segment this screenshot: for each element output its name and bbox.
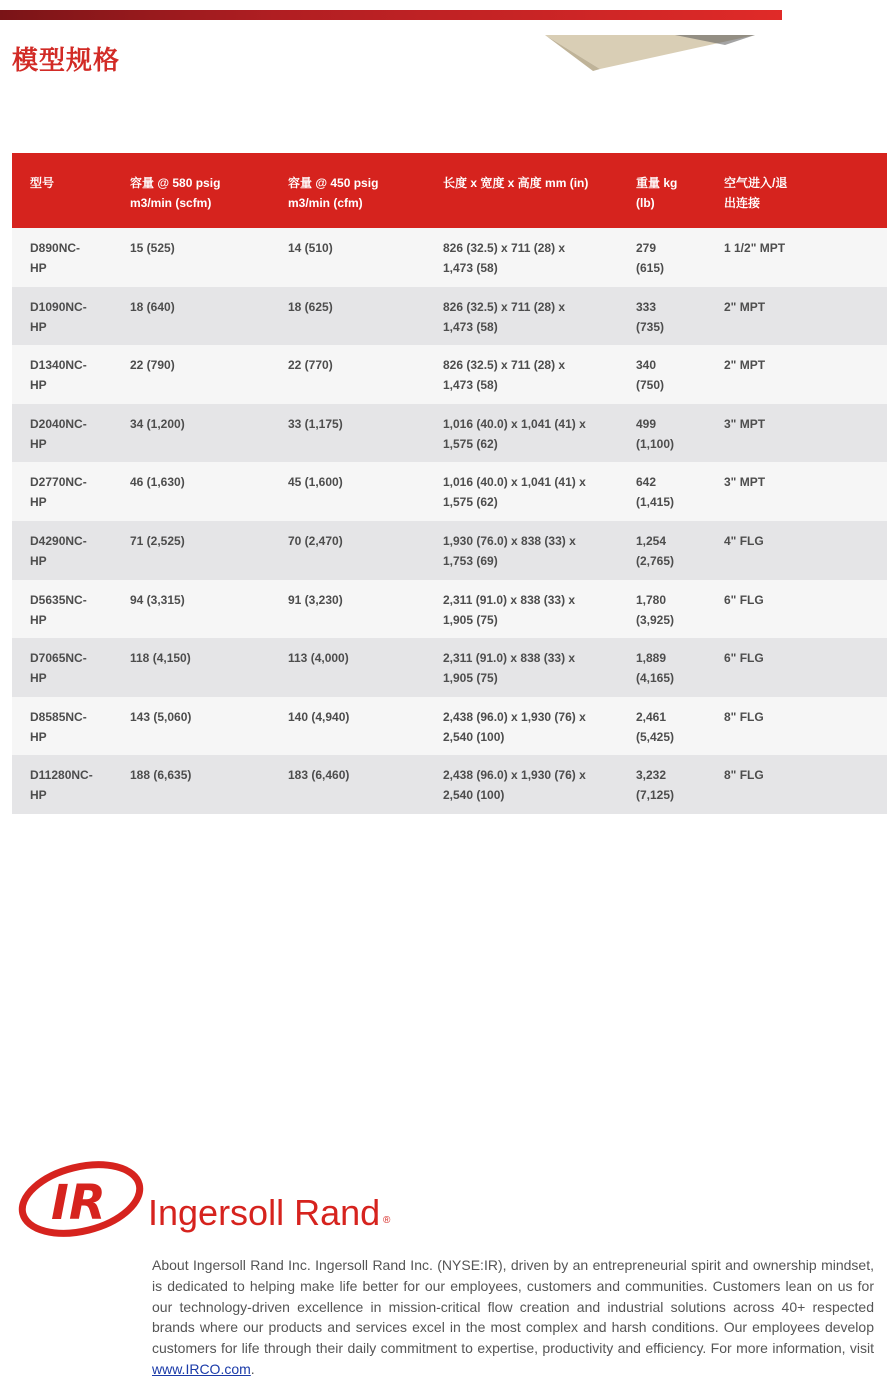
table-cell-line: D2040NC- — [30, 416, 87, 431]
table-cell-line: D11280NC- — [30, 768, 93, 783]
table-cell-line: 642 — [636, 475, 657, 490]
table-cell — [270, 580, 425, 639]
table-cell-line: D1340NC- — [30, 358, 87, 373]
table-cell — [706, 521, 887, 580]
table-cell-line: 71 (2,525) — [130, 533, 185, 548]
table-cell-line: HP — [30, 378, 47, 393]
table-cell-line: 15 (525) — [130, 241, 175, 255]
logo-mark: IR — [51, 1175, 106, 1231]
table-cell-line: 2,540 (100) — [443, 729, 505, 744]
about-trailing: . — [250, 1360, 255, 1377]
table-cell — [618, 521, 706, 580]
column-header — [425, 153, 618, 228]
column-header-line: 长度 x 宽度 x 高度 mm (in) — [443, 176, 589, 190]
table-cell-line: 1,473 (58) — [443, 378, 498, 393]
table-cell-line: 1,473 (58) — [443, 319, 498, 334]
table-cell-line: HP — [30, 495, 47, 510]
table-cell-line: HP — [30, 612, 47, 627]
table-cell-line: 34 (1,200) — [130, 416, 185, 431]
table-cell-line: 340 — [636, 358, 657, 373]
table-cell-line: 22 (770) — [288, 358, 333, 373]
table-cell-line: 70 (2,470) — [288, 533, 343, 548]
table-row — [12, 345, 887, 404]
table-cell-line: HP — [30, 729, 47, 744]
table-cell-line: 1 1/2" MPT — [724, 241, 786, 255]
table-cell-line: 91 (3,230) — [288, 592, 343, 607]
table-cell — [270, 638, 425, 697]
table-cell-line: 118 (4,150) — [130, 651, 191, 666]
table-cell — [112, 697, 270, 756]
table-cell-line: 2,540 (100) — [443, 788, 505, 803]
table-cell — [12, 228, 112, 287]
table-cell-line: 2" MPT — [724, 358, 766, 373]
table-cell-line: (7,125) — [636, 788, 675, 803]
table-cell — [425, 462, 618, 521]
column-header-line: 型号 — [30, 176, 55, 190]
table-cell — [425, 755, 618, 814]
table-cell-line: HP — [30, 788, 47, 803]
table-cell — [112, 755, 270, 814]
table-row — [12, 755, 887, 814]
table-cell-line: 1,889 — [636, 651, 667, 666]
table-cell-line: 2,438 (96.0) x 1,930 (76) x — [443, 709, 586, 724]
table-cell-line: HP — [30, 319, 47, 334]
table-row — [12, 228, 887, 287]
table-cell-line: (5,425) — [636, 729, 675, 744]
table-cell — [12, 462, 112, 521]
table-cell-line: 113 (4,000) — [288, 651, 349, 666]
table-cell — [618, 580, 706, 639]
table-cell — [270, 228, 425, 287]
table-cell-line: 183 (6,460) — [288, 768, 350, 783]
table-cell-line: 3" MPT — [724, 475, 766, 490]
table-row — [12, 287, 887, 346]
table-cell — [706, 404, 887, 463]
table-cell-line: 2,311 (91.0) x 838 (33) x — [443, 651, 576, 666]
spec-table-body — [12, 228, 887, 814]
spec-table — [12, 153, 887, 814]
column-header — [706, 153, 887, 228]
table-cell-line: 33 (1,175) — [288, 416, 343, 431]
table-cell — [706, 697, 887, 756]
table-cell-line: 8" FLG — [724, 768, 764, 783]
table-cell-line: 18 (625) — [288, 299, 333, 314]
table-cell-line: D7065NC- — [30, 651, 87, 666]
table-cell — [425, 404, 618, 463]
table-cell-line: HP — [30, 261, 47, 275]
table-cell-line: 8" FLG — [724, 709, 764, 724]
table-cell — [706, 345, 887, 404]
table-cell — [706, 287, 887, 346]
table-cell-line: (2,765) — [636, 553, 675, 568]
table-cell-line: 1,016 (40.0) x 1,041 (41) x — [443, 475, 586, 490]
table-cell-line: D1090NC- — [30, 299, 87, 314]
table-cell — [12, 404, 112, 463]
table-cell-line: (4,165) — [636, 671, 675, 686]
table-cell — [706, 228, 887, 287]
table-row — [12, 521, 887, 580]
table-cell-line: 826 (32.5) x 711 (28) x — [443, 358, 566, 373]
table-cell-line: (1,415) — [636, 495, 675, 510]
column-header-line: 重量 kg — [636, 176, 678, 190]
spec-table-header — [12, 153, 887, 228]
ingersoll-rand-logo — [18, 1155, 398, 1245]
table-cell — [12, 345, 112, 404]
column-header — [618, 153, 706, 228]
table-cell-line: 2" MPT — [724, 299, 766, 314]
logo-name: Ingersoll Rand — [148, 1192, 381, 1233]
column-header-line: 出连接 — [724, 196, 761, 210]
table-cell — [270, 755, 425, 814]
table-cell — [112, 345, 270, 404]
table-cell-line: 1,930 (76.0) x 838 (33) x — [443, 533, 576, 548]
table-cell-line: HP — [30, 553, 47, 568]
irco-link[interactable]: www.IRCO.com — [152, 1360, 251, 1377]
table-cell — [112, 521, 270, 580]
table-cell-line: 3" MPT — [724, 416, 766, 431]
table-cell — [270, 697, 425, 756]
logo-registered-mark: ® — [383, 1215, 391, 1226]
table-cell — [112, 462, 270, 521]
table-row — [12, 697, 887, 756]
table-cell-line: D5635NC- — [30, 592, 87, 607]
table-cell — [112, 228, 270, 287]
table-cell-line: (1,100) — [636, 436, 675, 451]
decorative-corner-graphic — [545, 35, 755, 71]
table-cell-line: 1,780 — [636, 592, 667, 607]
table-row — [12, 580, 887, 639]
column-header — [112, 153, 270, 228]
about-text: About Ingersoll Rand Inc. Ingersoll Rand Inc. (NYSE:IR), driven by an entrepreneurial spirit and ownership mindset, is dedicated to helping make life better for our employees, customers and communities. Customers lean on us for our technology-driven excellence in mission-critical flow creation and industrial solutions across 40+ respected brands where our products and services excel in the most complex and harsh conditions. Our employees develop customers for life through their daily commitment to expertise, productivity and efficiency. For more information, visit — [152, 1257, 874, 1357]
table-cell — [706, 755, 887, 814]
table-cell — [425, 287, 618, 346]
table-cell-line: D890NC- — [30, 241, 81, 255]
table-cell-line: 826 (32.5) x 711 (28) x — [443, 241, 566, 255]
top-accent-bar — [0, 10, 782, 20]
table-cell — [270, 462, 425, 521]
table-cell — [706, 638, 887, 697]
table-cell-line: 18 (640) — [130, 299, 175, 314]
table-cell — [618, 345, 706, 404]
table-cell-line: 2,438 (96.0) x 1,930 (76) x — [443, 768, 586, 783]
table-cell — [112, 638, 270, 697]
table-cell-line: 1,575 (62) — [443, 436, 498, 451]
table-row — [12, 638, 887, 697]
table-cell-line: 4" FLG — [724, 533, 764, 548]
table-cell-line: 1,016 (40.0) x 1,041 (41) x — [443, 416, 586, 431]
table-cell-line: 2,461 — [636, 709, 667, 724]
table-cell — [706, 580, 887, 639]
table-cell — [112, 580, 270, 639]
table-cell — [270, 287, 425, 346]
column-header-line: 容量 @ 450 psig — [288, 176, 379, 190]
table-cell-line: (750) — [636, 378, 665, 393]
table-cell-line: 499 — [636, 416, 657, 431]
table-cell-line: 45 (1,600) — [288, 475, 343, 490]
table-cell — [12, 521, 112, 580]
table-cell-line: (615) — [636, 261, 665, 275]
header-row — [12, 153, 887, 228]
table-cell — [618, 228, 706, 287]
table-cell-line: 6" FLG — [724, 592, 764, 607]
table-cell — [618, 638, 706, 697]
table-cell — [12, 287, 112, 346]
page-title: 模型规格 — [12, 46, 121, 76]
table-cell — [618, 287, 706, 346]
table-cell-line: 143 (5,060) — [130, 709, 192, 724]
table-cell — [425, 521, 618, 580]
table-cell-line: 22 (790) — [130, 358, 175, 373]
table-cell-line: 333 — [636, 299, 657, 314]
table-cell — [270, 404, 425, 463]
table-cell — [706, 462, 887, 521]
column-header-line: m3/min (scfm) — [130, 196, 212, 210]
table-cell-line: (3,925) — [636, 612, 675, 627]
table-cell-line: 3,232 — [636, 768, 667, 783]
table-cell-line: 826 (32.5) x 711 (28) x — [443, 299, 566, 314]
table-cell-line: 1,254 — [636, 533, 667, 548]
table-cell — [618, 697, 706, 756]
table-cell-line: 1,905 (75) — [443, 612, 498, 627]
table-cell-line: HP — [30, 671, 47, 686]
column-header — [270, 153, 425, 228]
table-cell — [12, 580, 112, 639]
table-cell-line: 6" FLG — [724, 651, 764, 666]
table-cell — [425, 638, 618, 697]
table-cell-line: D8585NC- — [30, 709, 87, 724]
table-cell-line: 188 (6,635) — [130, 768, 192, 783]
table-cell — [425, 345, 618, 404]
table-cell — [12, 697, 112, 756]
column-header-line: 容量 @ 580 psig — [130, 176, 221, 190]
column-header — [12, 153, 112, 228]
table-cell — [12, 755, 112, 814]
table-cell — [618, 462, 706, 521]
table-cell-line: 46 (1,630) — [130, 475, 185, 490]
column-header-line: (lb) — [636, 196, 655, 210]
column-header-line: m3/min (cfm) — [288, 196, 363, 210]
table-cell-line: 279 — [636, 241, 657, 255]
table-cell — [618, 404, 706, 463]
column-header-line: 空气进入/退 — [724, 176, 788, 190]
table-cell — [270, 345, 425, 404]
table-cell — [12, 638, 112, 697]
table-row — [12, 462, 887, 521]
table-cell-line: 14 (510) — [288, 241, 333, 255]
table-cell — [425, 580, 618, 639]
table-cell-line: (735) — [636, 319, 665, 334]
table-cell-line: 140 (4,940) — [288, 709, 350, 724]
table-row — [12, 404, 887, 463]
table-cell — [425, 228, 618, 287]
table-cell — [425, 697, 618, 756]
table-cell-line: 1,473 (58) — [443, 261, 498, 275]
table-cell-line: 94 (3,315) — [130, 592, 185, 607]
table-cell-line: 1,575 (62) — [443, 495, 498, 510]
table-cell-line: 2,311 (91.0) x 838 (33) x — [443, 592, 576, 607]
table-cell-line: D4290NC- — [30, 533, 87, 548]
table-cell — [270, 521, 425, 580]
table-cell-line: D2770NC- — [30, 475, 87, 490]
table-cell-line: HP — [30, 436, 47, 451]
table-cell — [112, 404, 270, 463]
table-cell — [618, 755, 706, 814]
table-cell-line: 1,753 (69) — [443, 553, 498, 568]
about-paragraph — [152, 1255, 874, 1380]
table-cell-line: 1,905 (75) — [443, 671, 498, 686]
table-cell — [112, 287, 270, 346]
